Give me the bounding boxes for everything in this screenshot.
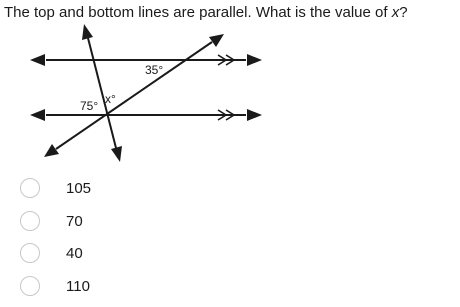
answer-choice-label: 110 [66, 277, 90, 295]
radio-button-4[interactable] [20, 276, 40, 296]
answer-choice-2[interactable] [20, 208, 220, 234]
radio-button-1[interactable] [20, 178, 40, 198]
bottom-line-left-arrowhead [30, 109, 45, 121]
answer-choice-4[interactable] [20, 273, 220, 299]
question-text-main: The top and bottom lines are parallel. What is the value of [4, 4, 392, 21]
diagonal-transversal-bottom-arrowhead [44, 144, 59, 157]
steep-transversal-top-arrowhead [82, 24, 93, 40]
radio-button-2[interactable] [20, 211, 40, 231]
radio-button-3[interactable] [20, 243, 40, 263]
angle-label-75: 75° [80, 99, 99, 113]
bottom-line-right-arrowhead [247, 109, 262, 121]
answer-choice-label: 105 [66, 179, 92, 197]
answer-choice-label: 70 [66, 212, 83, 230]
angle-label-35: 35° [145, 63, 164, 77]
question-text-end: ? [399, 4, 408, 21]
answer-choice-1[interactable] [20, 175, 220, 201]
top-line-right-arrowhead [247, 54, 262, 66]
answer-choice-3[interactable] [20, 240, 220, 266]
question-variable: x [391, 4, 400, 21]
answer-choice-label: 40 [66, 244, 83, 262]
angle-label-x [105, 92, 116, 106]
top-line-left-arrowhead [30, 54, 45, 66]
angle-label-x-letter: x [105, 92, 111, 106]
diagonal-transversal-top-arrowhead [209, 34, 224, 47]
steep-transversal-bottom-arrowhead [111, 146, 122, 162]
angle-label-x-degree: ° [111, 92, 116, 106]
diagonal-transversal-line [56, 42, 212, 149]
